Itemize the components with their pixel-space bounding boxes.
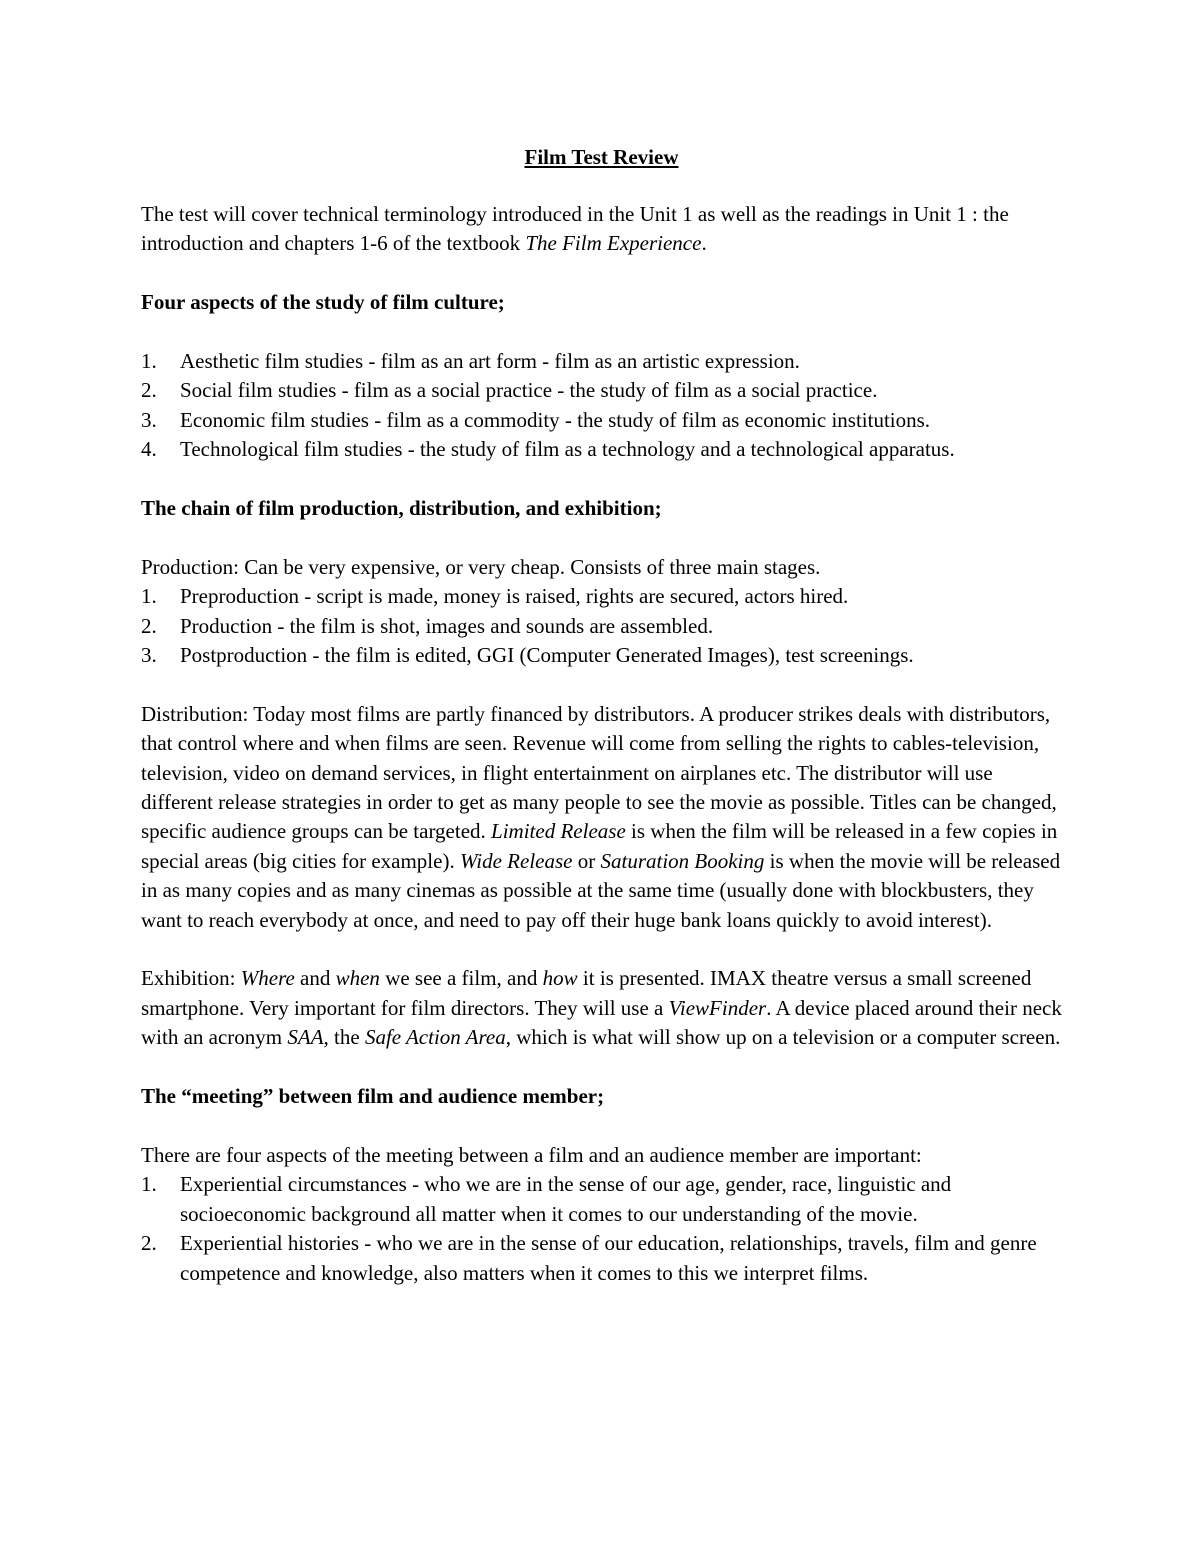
list-item	[141, 1229, 1062, 1288]
production-intro: Production: Can be very expensive, or very cheap. Consists of three main stages.	[141, 554, 821, 579]
term-safe-action-area: Safe Action Area	[364, 1025, 506, 1050]
list-item-text: Preproduction - script is made, money is raised, rights are secured, actors hired.	[180, 584, 849, 609]
distribution-text: is when the film will be released in a few copies in special areas (big cities for example).	[141, 819, 1058, 873]
list-number: 2.	[141, 1231, 157, 1256]
meeting-intro: There are four aspects of the meeting between a film and an audience member are important:	[141, 1142, 922, 1167]
term-wide-release: Wide Release	[459, 848, 573, 873]
list-number: 3.	[141, 643, 157, 668]
exhibition-text: it is presented. IMAX theatre versus a small screened smartphone. Very important for film directors. They will use a	[141, 966, 1032, 1020]
list-item-text: Technological film studies - the study of film as a technology and a technological apparatus.	[180, 437, 955, 462]
list-item-text: Aesthetic film studies - film as an art form - film as an artistic expression.	[180, 349, 800, 373]
list-item	[141, 406, 1062, 435]
list-item-text: Experiential circumstances - who we are in the sense of our age, gender, race, linguistic and socioeconomic background all matter when it comes to our understanding of the movie.	[180, 1172, 952, 1226]
term-viewfinder: ViewFinder	[668, 995, 767, 1020]
list-item	[141, 641, 1062, 670]
exhibition-text: and	[294, 966, 336, 991]
list-number: 2.	[141, 378, 157, 403]
section-heading-meeting: The “meeting” between film and audience member;	[141, 1084, 605, 1109]
exhibition-text: we see a film, and	[379, 966, 543, 991]
list-item-text: Production - the film is shot, images and sounds are assembled.	[180, 613, 714, 638]
list-item	[141, 1170, 1062, 1229]
distribution-paragraph	[141, 700, 1062, 935]
section-heading-film-culture: Four aspects of the study of film culture;	[141, 290, 505, 315]
intro-paragraph	[141, 200, 1062, 259]
film-culture-list	[141, 347, 1062, 465]
list-item	[141, 582, 1062, 611]
list-item	[141, 347, 1062, 376]
textbook-title: The Film Experience	[525, 231, 702, 256]
document-title: Film Test Review	[524, 145, 679, 169]
production-stages-list	[141, 582, 1062, 670]
list-item	[141, 435, 1062, 464]
term-saa: SAA	[287, 1025, 324, 1050]
list-number: 2.	[141, 613, 157, 638]
list-number: 1.	[141, 349, 157, 373]
list-number: 4.	[141, 437, 157, 462]
term-saturation-booking: Saturation Booking	[600, 848, 765, 873]
list-item-text: Economic film studies - film as a commodity - the study of film as economic institutions.	[180, 407, 931, 432]
distribution-text: or	[572, 848, 601, 873]
exhibition-text: . A device placed around their neck with an acronym	[141, 995, 1062, 1050]
distribution-text: Distribution: Today most films are partly financed by distributors. A producer strikes deals with distributors, that control where and when films are seen. Revenue will come from selling the rights to cables-television, television, video on demand services, in flight entertainment on airplanes etc. The distributor will use different release strategies in order to get as many people to see the movie as possible. Titles can be changed, specific audience groups can be targeted.	[141, 701, 1057, 844]
term-when: when	[335, 966, 380, 991]
exhibition-text: Exhibition:	[141, 966, 241, 991]
intro-text: The test will cover technical terminology introduced in the Unit 1 as well as the readings in Unit 1 : the introduction and chapters 1-6 of the textbook	[141, 202, 1009, 256]
list-item-text: Experiential histories - who we are in the sense of our education, relationships, travels, film and genre competence and knowledge, also matters when it comes to this we interpret films.	[180, 1231, 1037, 1285]
list-number: 1.	[141, 584, 157, 609]
term-where: Where	[240, 966, 295, 991]
exhibition-text: , the	[323, 1025, 365, 1050]
exhibition-paragraph	[141, 964, 1062, 1052]
list-item-text: Social film studies - film as a social practice - the study of film as a social practice.	[180, 378, 878, 403]
term-limited-release: Limited Release	[491, 819, 626, 844]
distribution-text: is when the movie will be released in as many copies and as many cinemas as possible at the same time (usually done with blockbusters, they want to reach everybody at once, and need to pay off their huge bank loans quickly to avoid interest).	[141, 848, 1061, 932]
list-number: 3.	[141, 407, 157, 432]
list-item-text: Postproduction - the film is edited, GGI (Computer Generated Images), test screenings.	[180, 643, 914, 668]
list-number: 1.	[141, 1172, 157, 1197]
meeting-aspects-list	[141, 1170, 1062, 1288]
section-heading-film-chain: The chain of film production, distribution, and exhibition;	[141, 496, 662, 521]
exhibition-text: , which is what will show up on a television or a computer screen.	[505, 1025, 1061, 1050]
list-item	[141, 376, 1062, 405]
list-item	[141, 612, 1062, 641]
intro-end: .	[701, 231, 707, 256]
term-how: how	[542, 966, 578, 991]
